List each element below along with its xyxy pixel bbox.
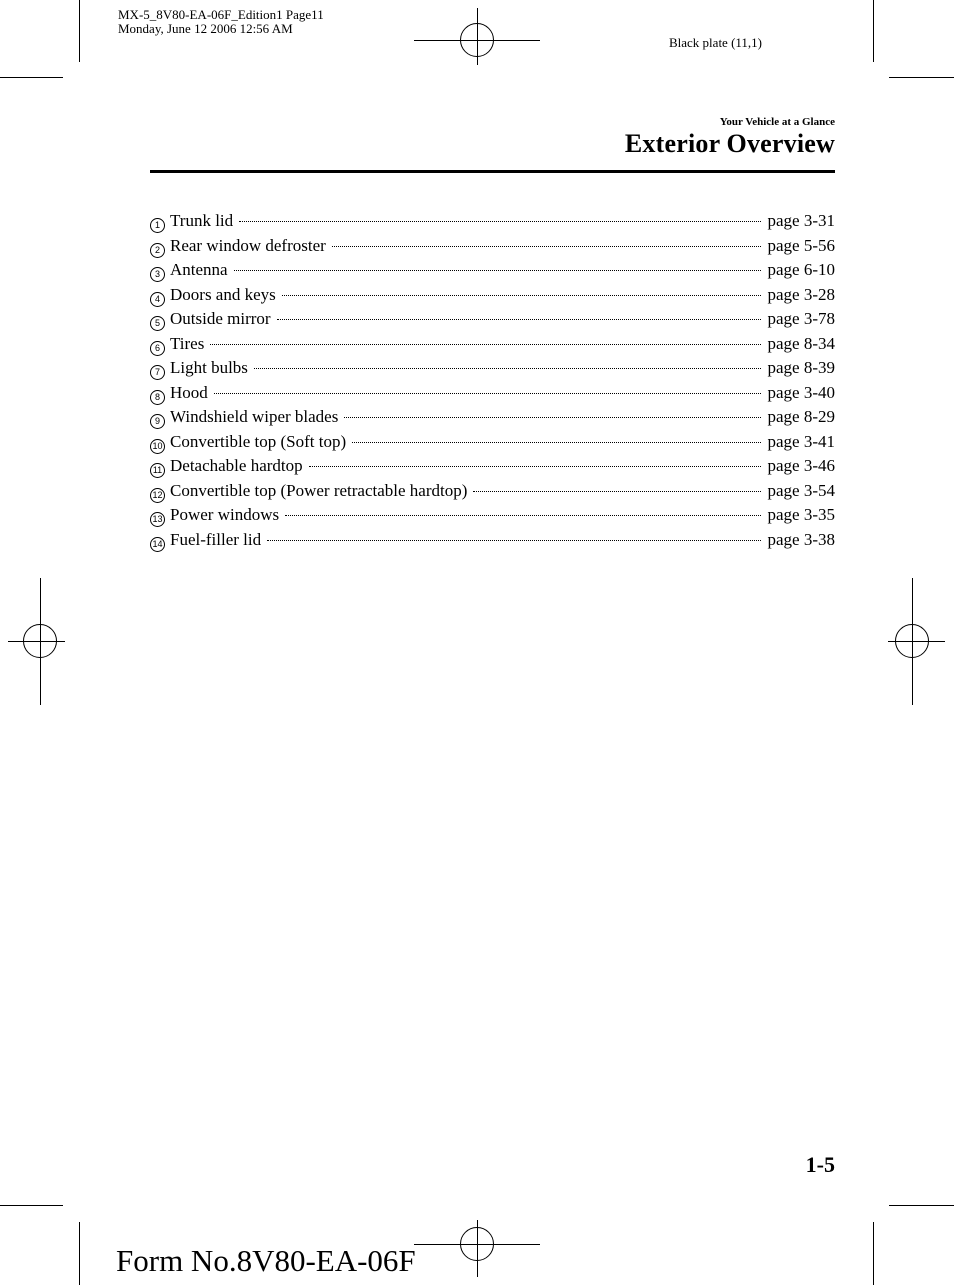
item-page-ref: page 8-39 — [767, 358, 835, 377]
item-number-badge: 4 — [150, 292, 165, 307]
item-page-ref: page 3-35 — [767, 505, 835, 524]
toc-item — [150, 356, 835, 381]
dot-leader — [239, 221, 761, 222]
item-page-ref: page 3-40 — [767, 382, 835, 402]
page-title: Exterior Overview — [624, 129, 835, 158]
toc-item — [150, 258, 835, 283]
item-label: Convertible top (Power retractable hardtop) — [170, 480, 468, 500]
item-number-badge: 5 — [150, 316, 165, 331]
item-page-ref: page 3-54 — [767, 480, 835, 500]
toc-item — [150, 234, 835, 259]
item-number-badge: 2 — [150, 243, 165, 258]
dot-leader — [277, 319, 762, 320]
crop-mark — [889, 77, 954, 78]
item-label: Detachable hardtop — [170, 456, 303, 475]
item-label: Antenna — [170, 260, 228, 279]
item-number-badge: 1 — [150, 218, 165, 233]
toc-item — [150, 381, 835, 406]
toc-item — [150, 503, 835, 528]
crop-mark — [0, 1205, 63, 1206]
section-label: Your Vehicle at a Glance — [719, 116, 835, 128]
item-number-badge: 3 — [150, 267, 165, 282]
dot-leader — [214, 393, 762, 394]
item-label: Light bulbs — [170, 358, 248, 377]
crop-mark — [873, 1222, 874, 1285]
toc-list — [150, 209, 835, 552]
item-number-badge: 9 — [150, 414, 165, 429]
item-label: Windshield wiper blades — [170, 407, 339, 426]
file-line: MX-5_8V80-EA-06F_Edition1 Page11 — [118, 7, 324, 22]
plate-label: Black plate (11,1) — [668, 35, 762, 50]
item-label: Tires — [170, 333, 205, 353]
item-label: Trunk lid — [170, 211, 234, 230]
crop-mark — [889, 1205, 954, 1206]
item-label: Outside mirror — [170, 309, 271, 328]
item-number-badge: 10 — [150, 439, 165, 454]
item-page-ref: page 6-10 — [767, 260, 835, 279]
item-number-badge: 11 — [150, 463, 165, 478]
dot-leader — [332, 246, 762, 247]
item-number-badge: 14 — [150, 537, 165, 552]
toc-item — [150, 528, 835, 553]
item-page-ref: page 3-28 — [767, 284, 835, 304]
dot-leader — [282, 295, 762, 296]
dot-leader — [267, 540, 761, 541]
dot-leader — [473, 491, 761, 492]
item-number-badge: 7 — [150, 365, 165, 380]
item-label: Convertible top (Soft top) — [170, 431, 347, 451]
toc-item — [150, 332, 835, 357]
item-number-badge: 8 — [150, 390, 165, 405]
item-number-badge: 13 — [150, 512, 165, 527]
item-label: Power windows — [170, 505, 280, 524]
dot-leader — [344, 417, 761, 418]
toc-item — [150, 405, 835, 430]
item-page-ref: page 3-46 — [767, 456, 835, 475]
crop-mark — [0, 77, 63, 78]
toc-item — [150, 479, 835, 504]
item-page-ref: page 8-29 — [767, 407, 835, 426]
title-rule — [150, 170, 835, 173]
item-page-ref: page 3-31 — [767, 211, 835, 230]
item-page-ref: page 3-41 — [767, 431, 835, 451]
dot-leader — [352, 442, 761, 443]
item-number-badge: 12 — [150, 488, 165, 503]
dot-leader — [254, 368, 762, 369]
page-number: 1-5 — [805, 1152, 835, 1177]
toc-item — [150, 307, 835, 332]
print-meta — [118, 8, 324, 36]
crop-mark — [873, 0, 874, 62]
form-number: Form No.8V80-EA-06F — [116, 1243, 416, 1278]
item-page-ref: page 3-38 — [767, 529, 835, 549]
item-label: Fuel-filler lid — [170, 529, 262, 549]
toc-item — [150, 283, 835, 308]
item-page-ref: page 3-78 — [767, 309, 835, 328]
item-page-ref: page 5-56 — [767, 235, 835, 255]
item-label: Rear window defroster — [170, 235, 326, 255]
crop-mark — [79, 1222, 80, 1285]
date-line: Monday, June 12 2006 12:56 AM — [118, 21, 293, 36]
toc-item — [150, 430, 835, 455]
dot-leader — [210, 344, 761, 345]
item-page-ref: page 8-34 — [767, 333, 835, 353]
dot-leader — [234, 270, 762, 271]
dot-leader — [285, 515, 761, 516]
toc-item — [150, 209, 835, 234]
dot-leader — [309, 466, 762, 467]
item-label: Hood — [170, 382, 208, 402]
toc-item — [150, 454, 835, 479]
item-label: Doors and keys — [170, 284, 276, 304]
crop-mark — [79, 0, 80, 62]
item-number-badge: 6 — [150, 341, 165, 356]
